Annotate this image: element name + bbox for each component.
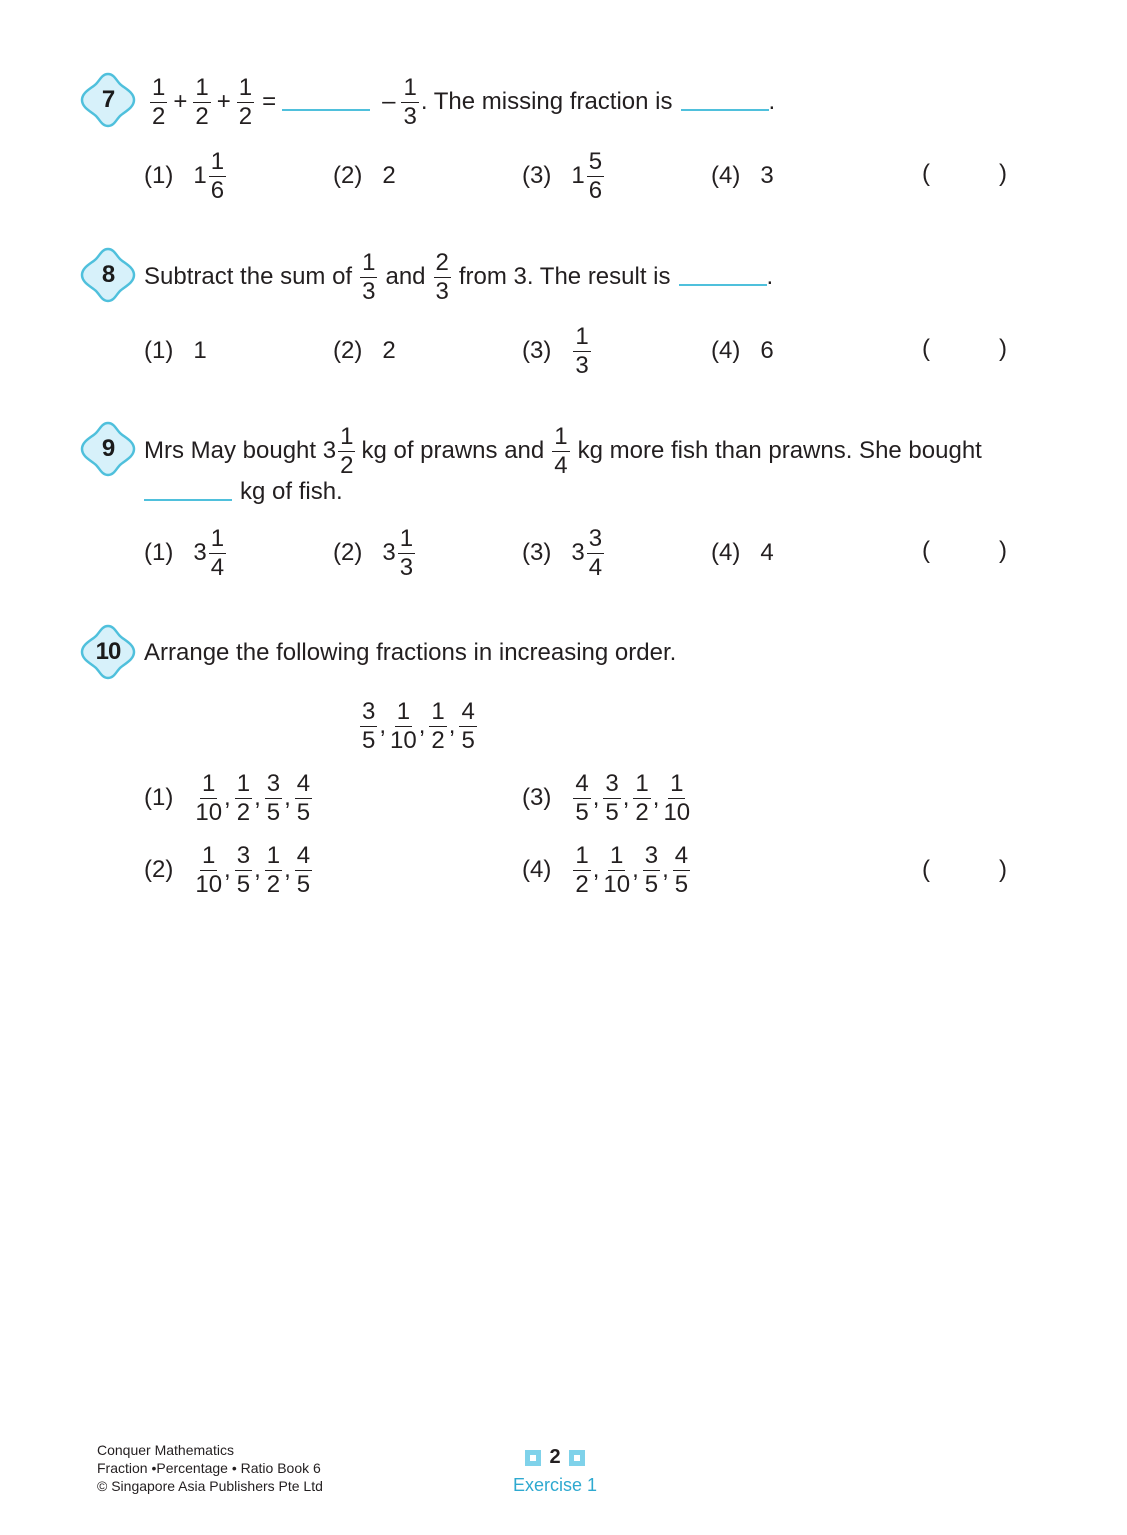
answer-paren-close: ) xyxy=(999,160,1007,187)
answer-paren-close: ) xyxy=(999,335,1007,362)
answer-paren-open: ( xyxy=(922,537,930,564)
fraction: $\frac{1}{3}$ xyxy=(403,73,417,130)
answer-paren-open: ( xyxy=(922,856,930,883)
answer-blank[interactable] xyxy=(282,109,370,111)
fraction: $\frac{1}{2}$ xyxy=(195,73,209,130)
fraction: $\frac{1}{2}$ xyxy=(152,73,166,130)
option-2[interactable]: (2) 2 xyxy=(333,162,396,189)
answer-blank[interactable] xyxy=(679,284,767,286)
option-1[interactable]: (1) $\frac{1}{10}$ , $\frac{1}{2}$ , $\frac{3}{5}$ , $\frac{4}{5}$ xyxy=(144,769,311,826)
question-stem: Mrs May bought 3 $\frac{1}{2}$ kg of prawns and $\frac{1}{4}$ kg more fish than prawns. She bought xyxy=(144,422,982,479)
option-3[interactable]: (3) $\frac{1}{3}$ xyxy=(522,322,589,379)
question-number-badge xyxy=(80,72,136,128)
question-stem: $\frac{1}{2}$ + $\frac{1}{2}$ + $\frac{1}{2}$ = – $\frac{1}{3}$ . The missing fraction is . xyxy=(152,73,776,130)
square-decoration-icon xyxy=(525,1450,541,1466)
option-1[interactable]: (1) 1 xyxy=(144,337,207,364)
question-stem: Arrange the following fractions in increasing order. xyxy=(144,639,677,666)
option-3[interactable]: (3) 1 $\frac{5}{6}$ xyxy=(522,147,603,204)
option-3[interactable]: (3) $\frac{4}{5}$ , $\frac{3}{5}$ , $\frac{1}{2}$ , $\frac{1}{10}$ xyxy=(522,769,691,826)
answer-paren-open: ( xyxy=(922,335,930,362)
footer-publisher-info xyxy=(97,1441,323,1495)
answer-blank[interactable] xyxy=(144,499,232,501)
question-number: 9 xyxy=(101,435,115,462)
option-1[interactable]: (1) 3 $\frac{1}{4}$ xyxy=(144,524,225,581)
option-1[interactable]: (1) 1 $\frac{1}{6}$ xyxy=(144,147,225,204)
question-number: 7 xyxy=(101,86,115,113)
question-number-badge xyxy=(80,247,136,303)
option-4[interactable]: (4) $\frac{1}{2}$ , $\frac{1}{10}$ , $\frac{3}{5}$ , $\frac{4}{5}$ xyxy=(522,841,689,898)
footer-copyright: © Singapore Asia Publishers Pte Ltd xyxy=(97,1478,323,1494)
question-number-badge xyxy=(80,421,136,477)
question-number: 10 xyxy=(95,638,121,665)
fraction: $\frac{1}{2}$ xyxy=(238,73,253,130)
footer-series-title: Conquer Mathematics xyxy=(97,1442,234,1458)
option-3[interactable]: (3) 3 $\frac{3}{4}$ xyxy=(522,524,603,581)
answer-paren-close: ) xyxy=(999,856,1007,883)
answer-blank[interactable] xyxy=(681,109,769,111)
question-stem: Subtract the sum of $\frac{1}{3}$ and $\frac{2}{3}$ from 3. The result is . xyxy=(144,248,774,305)
answer-paren-close: ) xyxy=(999,537,1007,564)
given-fractions: $\frac{3}{5}$ , $\frac{1}{10}$ , $\frac{1}{2}$ , $\frac{4}{5}$ xyxy=(362,697,475,754)
option-4[interactable]: (4) 4 xyxy=(711,539,774,566)
option-2[interactable]: (2) 3 $\frac{1}{3}$ xyxy=(333,524,414,581)
footer-page-info xyxy=(505,1446,605,1496)
option-4[interactable]: (4) 3 xyxy=(711,162,774,189)
exercise-label: Exercise 1 xyxy=(512,1475,598,1495)
answer-paren-open: ( xyxy=(922,160,930,187)
question-number: 8 xyxy=(101,261,115,288)
page-number-block xyxy=(505,1446,605,1469)
question-number-badge xyxy=(80,624,136,680)
page-number: 2 xyxy=(549,1446,561,1468)
square-decoration-icon xyxy=(569,1450,585,1466)
footer-book-title: Fraction •Percentage • Ratio Book 6 xyxy=(97,1460,321,1476)
option-2[interactable]: (2) $\frac{1}{10}$ , $\frac{3}{5}$ , $\frac{1}{2}$ , $\frac{4}{5}$ xyxy=(144,841,311,898)
option-2[interactable]: (2) 2 xyxy=(333,337,396,364)
option-4[interactable]: (4) 6 xyxy=(711,337,774,364)
question-stem-line-2: kg of fish. xyxy=(144,477,343,507)
